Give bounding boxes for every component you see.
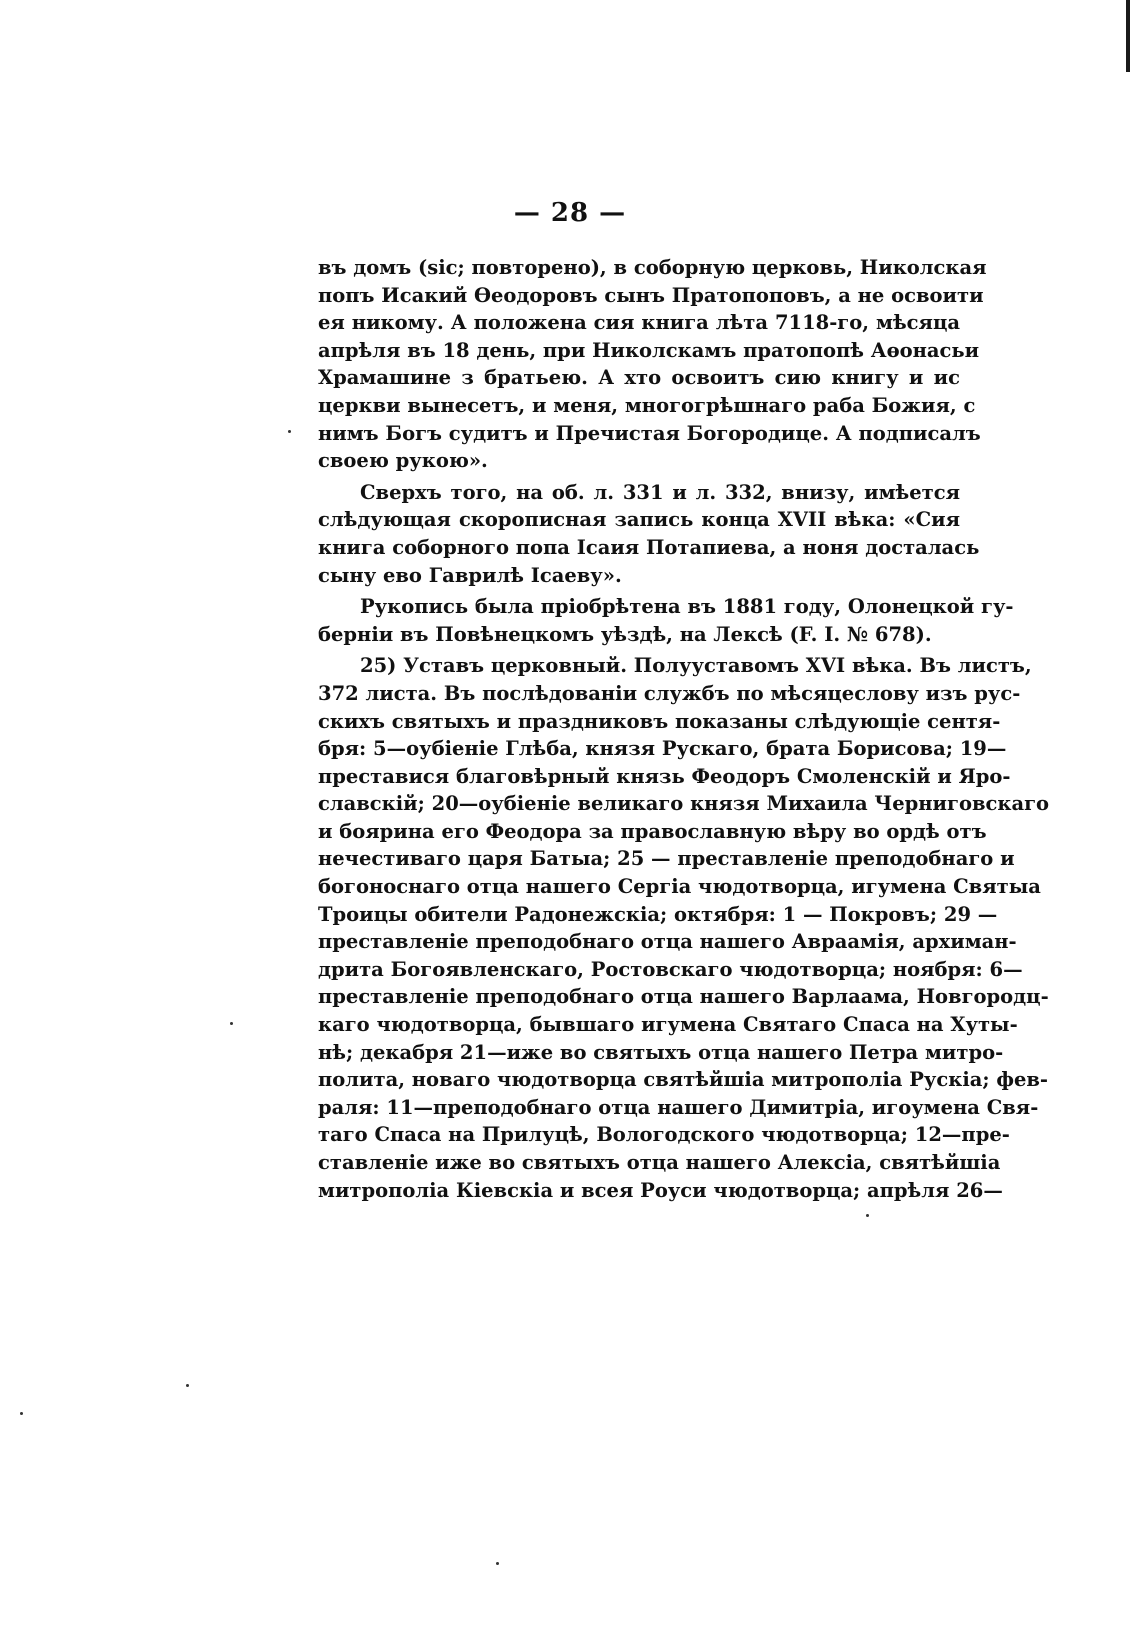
text-line: нѣ; декабря 21—иже во святыхъ отца нашего Петра митро- [318,1040,1004,1064]
body-text [318,254,1050,1208]
text-line: полита, новаго чюдотворца святѣйшіа митрополіа Рускіа; фев- [318,1068,1048,1092]
text-line: попъ Исакий Өеодоровъ сынъ Пратопоповъ, а не освоити [318,283,984,307]
scan-speck [288,430,291,433]
text-line: бря: 5—оубіеніе Глѣба, князя Рускаго, брата Борисова; 19— [318,737,1007,761]
text-line: нимъ Богъ судитъ и Пречистая Богородице. А подписалъ [318,421,981,445]
text-line: преставленіе преподобнаго отца нашего Авраамія, архиман- [318,930,1017,954]
scan-speck [866,1214,869,1217]
text-line: каго чюдотворца, бывшаго игумена Святаго Спаса на Хуты- [318,1013,1018,1037]
text-line: дрита Богоявленскаго, Ростовскаго чюдотворца; ноября: 6— [318,957,1023,981]
text-line: книга соборного попа Ісаия Потапиева, а ноня досталась [318,535,980,559]
text-line: церкви вынесетъ, и меня, многогрѣшнаго раба Божия, с [318,393,976,417]
text-line: Троицы обители Радонежскіа; октября: 1 — Покровъ; 29 — [318,902,998,926]
text-line: ставленіе иже во святыхъ отца нашего Алексіа, святѣйшіа [318,1151,1001,1174]
text-line: таго Спаса на Прилуцѣ, Вологодского чюдотворца; 12—пре- [318,1123,1010,1147]
text-line: преставися благовѣрный князь Феодоръ Смоленскій и Яро- [318,764,1011,788]
text-line: сыну ево Гаврилѣ Ісаеву». [318,563,622,587]
text-line: раля: 11—преподобнаго отца нашего Димитріа, игоумена Свя- [318,1095,1039,1119]
scan-edge-mark [1126,0,1130,72]
text-line: и боярина его Феодора за православную вѣру во ордѣ отъ [318,819,987,843]
paragraph [318,652,1050,1204]
paragraph [318,593,1014,648]
text-line: Рукопись была пріобрѣтена въ 1881 году, Олонецкой гу- [360,595,1014,619]
text-line: берніи въ Повѣнецкомъ уѣздѣ, на Лексѣ (F. I. № 678). [318,622,932,646]
scan-speck [496,1562,499,1565]
text-line: славскій; 20—оубіеніе великаго князя Михаила Черниговскаго [318,792,1050,816]
scan-speck [20,1412,23,1415]
text-line: скихъ святыхъ и праздниковъ показаны слѣдующіе сентя- [318,709,1001,733]
text-line: Сверхъ того, на об. л. 331 и л. 332, внизу, имѣется [360,480,960,504]
text-line: Храмашине з братьею. А хто освоитъ сию книгу и ис [318,366,960,390]
text-line: преставленіе преподобнаго отца нашего Варлаама, Новгородц- [318,985,1049,1009]
paragraph [318,254,987,475]
scan-speck [186,1384,189,1387]
text-line: ея никому. А положена сия книга лѣта 7118-го, мѣсяца [318,311,960,335]
scan-speck [230,1022,233,1025]
text-line: нечестиваго царя Батыа; 25 — преставленіе преподобнаго и [318,847,1015,871]
text-line: 25) Уставъ церковный. Полууставомъ XVI вѣка. Въ листъ, [360,654,1032,678]
text-line: 372 листа. Въ послѣдованіи службъ по мѣсяцеслову изъ рус- [318,681,1021,705]
text-line: апрѣля въ 18 день, при Николскамъ пратопопѣ Аөонасьи [318,338,980,362]
text-line: богоноснаго отца нашего Сергіа чюдотворца, игумена Святыа [318,875,1041,899]
paragraph [318,479,980,589]
page-number: — 28 — [513,198,627,228]
text-line: въ домъ (sic; повторено), в соборную церковь, Николская [318,256,987,279]
text-line: своею рукою». [318,449,488,473]
text-line: митрополіа Кіевскіа и всея Роуси чюдотворца; апрѣля 26— [318,1178,1003,1202]
text-line: слѣдующая скорописная запись конца XVII вѣка: «Сия [318,508,960,532]
